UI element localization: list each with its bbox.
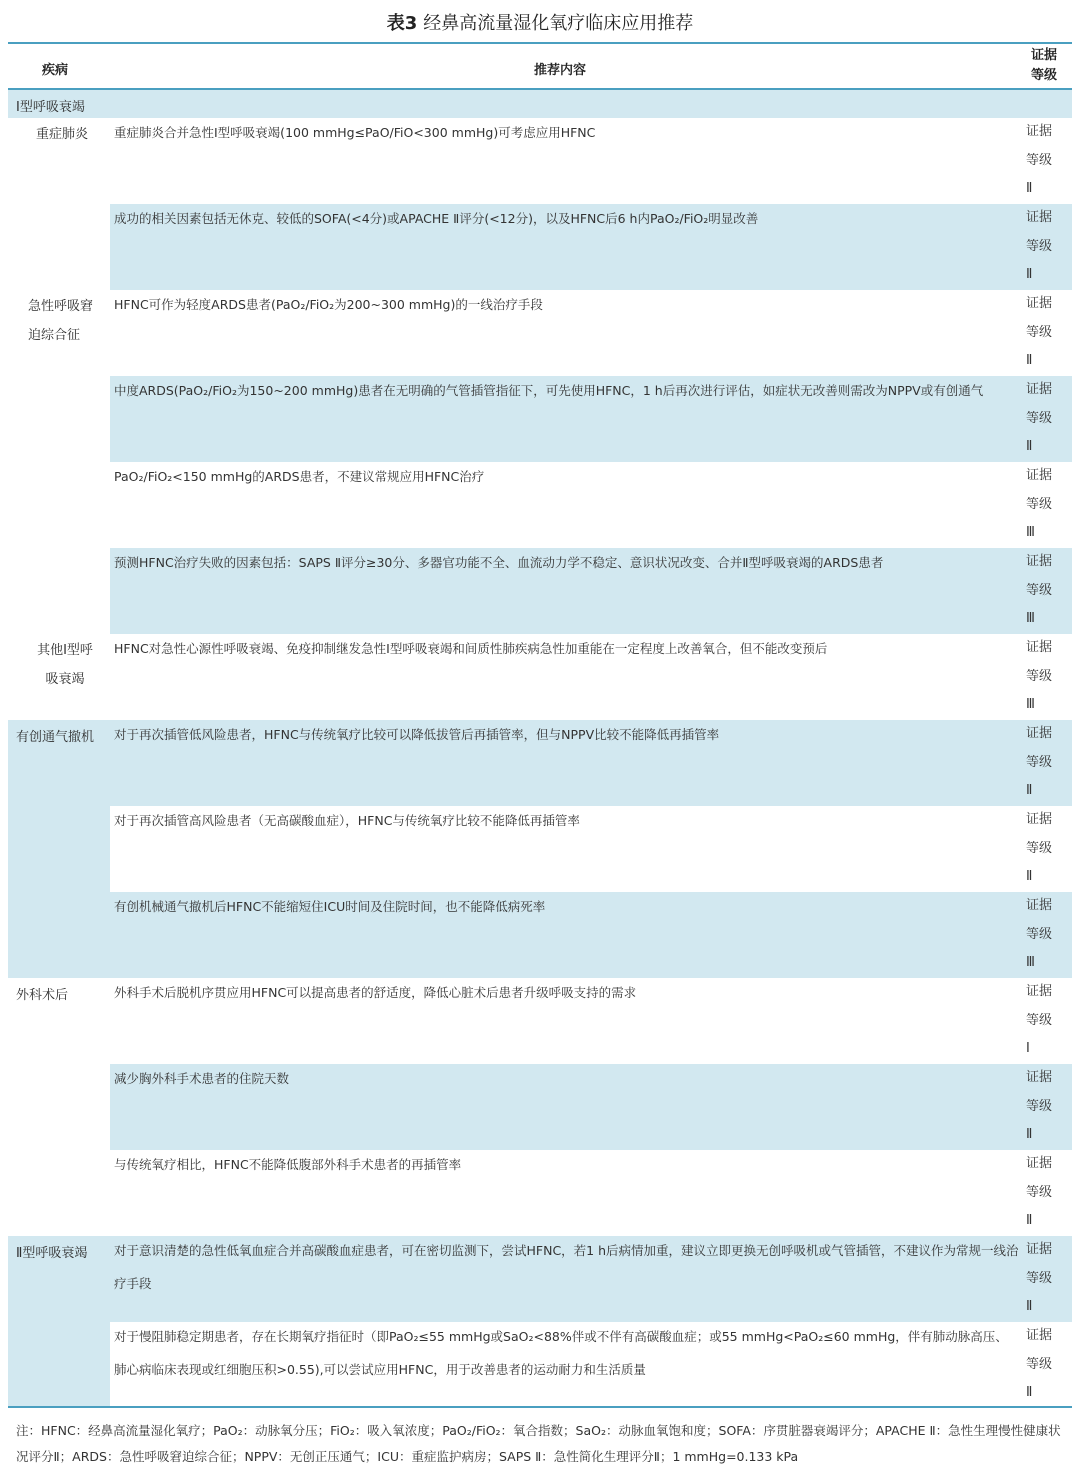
evidence-level-row-11: 证据 等级 Ⅰ	[1026, 984, 1053, 1057]
recommendation-row-10: 有创机械通气撤机后HFNC不能缩短住ICU时间及住院时间，也不能降低病死率	[114, 899, 546, 914]
evidence-level-row-12: 证据 等级 Ⅱ	[1026, 1070, 1053, 1143]
table-bottom-rule	[8, 1406, 1072, 1408]
evidence-level-row-15: 证据 等级 Ⅱ	[1026, 1328, 1053, 1401]
table-title	[0, 10, 1080, 38]
evidence-level-row-4: 证据 等级 Ⅱ	[1026, 382, 1053, 455]
disease-other-type1: 其他Ⅰ型呼吸衰竭	[37, 643, 93, 687]
recommendation-row-7: HFNC对急性心源性呼吸衰竭、免疫抑制继发急性Ⅰ型呼吸衰竭和间质性肺疾病急性加重能在一定程度上改善氧合，但不能改变预后	[114, 641, 828, 656]
evidence-level-row-6: 证据 等级 Ⅲ	[1026, 554, 1053, 627]
evidence-level-row-1: 证据 等级 Ⅱ	[1026, 124, 1053, 197]
recommendation-row-9: 对于再次插管高风险患者（无高碳酸血症），HFNC与传统氧疗比较不能降低再插管率	[114, 813, 580, 828]
recommendation-row-11: 外科手术后脱机序贯应用HFNC可以提高患者的舒适度，降低心脏术后患者升级呼吸支持的需求	[114, 985, 637, 1000]
recommendation-row-13: 与传统氧疗相比，HFNC不能降低腹部外科手术患者的再插管率	[114, 1157, 462, 1172]
table-footnote: 注：HFNC：经鼻高流量湿化氧疗；PaO₂：动脉氧分压；FiO₂：吸入氧浓度；PaO₂/FiO₂：氧合指数；SaO₂：动脉血氧饱和度；SOFA：序贯脏器衰竭评分；APACHE Ⅱ：急性生理慢性健康状况评分Ⅱ；ARDS：急性呼吸窘迫综合征；NPPV：无创正压通气；ICU：重症监护病房；SAPS Ⅱ：急性简化生理评分Ⅱ；1 mmHg=0.133 kPa	[16, 1423, 1061, 1464]
section-type2-respiratory-failure: Ⅱ型呼吸衰竭	[16, 1246, 88, 1261]
evidence-level-row-9: 证据 等级 Ⅱ	[1026, 812, 1053, 885]
recommendation-row-3: HFNC可作为轻度ARDS患者(PaO₂/FiO₂为200~300 mmHg)的一线治疗手段	[114, 297, 543, 312]
section-ventilator-weaning: 有创通气撤机	[16, 730, 95, 745]
evidence-level-row-3: 证据 等级 Ⅱ	[1026, 296, 1053, 369]
recommendation-row-2: 成功的相关因素包括无休克、较低的SOFA(<4分)或APACHE Ⅱ评分(<12分)，以及HFNC后6 h内PaO₂/FiO₂明显改善	[114, 211, 759, 226]
evidence-level-row-5: 证据 等级 Ⅲ	[1026, 468, 1053, 541]
recommendation-row-8: 对于再次插管低风险患者，HFNC与传统氧疗比较可以降低拔管后再插管率，但与NPPV比较不能降低再插管率	[114, 727, 720, 742]
recommendation-row-6: 预测HFNC治疗失败的因素包括：SAPS Ⅱ评分≥30分、多器官功能不全、血流动力学不稳定、意识状况改变、合并Ⅱ型呼吸衰竭的ARDS患者	[114, 555, 884, 570]
evidence-level-row-10: 证据 等级 Ⅲ	[1026, 898, 1053, 971]
table-title-text: 经鼻高流量湿化氧疗临床应用推荐	[423, 13, 694, 34]
disease-severe-pneumonia: 重症肺炎	[35, 127, 88, 142]
table-top-rule	[8, 42, 1072, 44]
table-number: 表3	[386, 13, 418, 34]
recommendation-row-1: 重症肺炎合并急性Ⅰ型呼吸衰竭(100 mmHg≤PaO/FiO<300 mmHg)可考虑应用HFNC	[114, 125, 596, 140]
evidence-level-row-8: 证据 等级 Ⅱ	[1026, 726, 1053, 799]
recommendation-row-5: PaO₂/FiO₂<150 mmHg的ARDS患者，不建议常规应用HFNC治疗	[114, 469, 485, 484]
band-section-type2	[8, 1322, 110, 1406]
recommendation-row-12: 减少胸外科手术患者的住院天数	[114, 1071, 290, 1086]
evidence-level-row-14: 证据 等级 Ⅱ	[1026, 1242, 1053, 1315]
disease-ards: 急性呼吸窘迫综合征	[28, 299, 94, 343]
header-level: 证据 等级	[1031, 48, 1058, 83]
section-type1-respiratory-failure: Ⅰ型呼吸衰竭	[16, 100, 85, 115]
band-section-weaning	[8, 806, 110, 978]
band-section-type1	[8, 90, 1072, 118]
header-content: 推荐内容	[534, 63, 587, 78]
recommendation-row-14: 对于意识清楚的急性低氧血症合并高碳酸血症患者，可在密切监测下，尝试HFNC，若1 h后病情加重，建议立即更换无创呼吸机或气管插管，不建议作为常规一线治疗手段	[114, 1243, 1019, 1291]
recommendation-row-4: 中度ARDS(PaO₂/FiO₂为150~200 mmHg)患者在无明确的气管插管指征下，可先使用HFNC，1 h后再次进行评估，如症状无改善则需改为NPPV或有创通气	[114, 383, 984, 398]
evidence-level-row-7: 证据 等级 Ⅲ	[1026, 640, 1053, 713]
recommendation-row-15: 对于慢阻肺稳定期患者，存在长期氧疗指征时（即PaO₂≤55 mmHg或SaO₂<88%伴或不伴有高碳酸血症；或55 mmHg<PaO₂≤60 mmHg，伴有肺动脉高压、肺心病临床表现或红细胞压积>0.55),可以尝试应用HFNC，用于改善患者的运动耐力和生活质量	[114, 1329, 1008, 1377]
header-disease: 疾病	[42, 63, 69, 78]
evidence-level-row-13: 证据 等级 Ⅱ	[1026, 1156, 1053, 1229]
section-post-surgery: 外科术后	[16, 988, 69, 1003]
evidence-level-row-2: 证据 等级 Ⅱ	[1026, 210, 1053, 283]
